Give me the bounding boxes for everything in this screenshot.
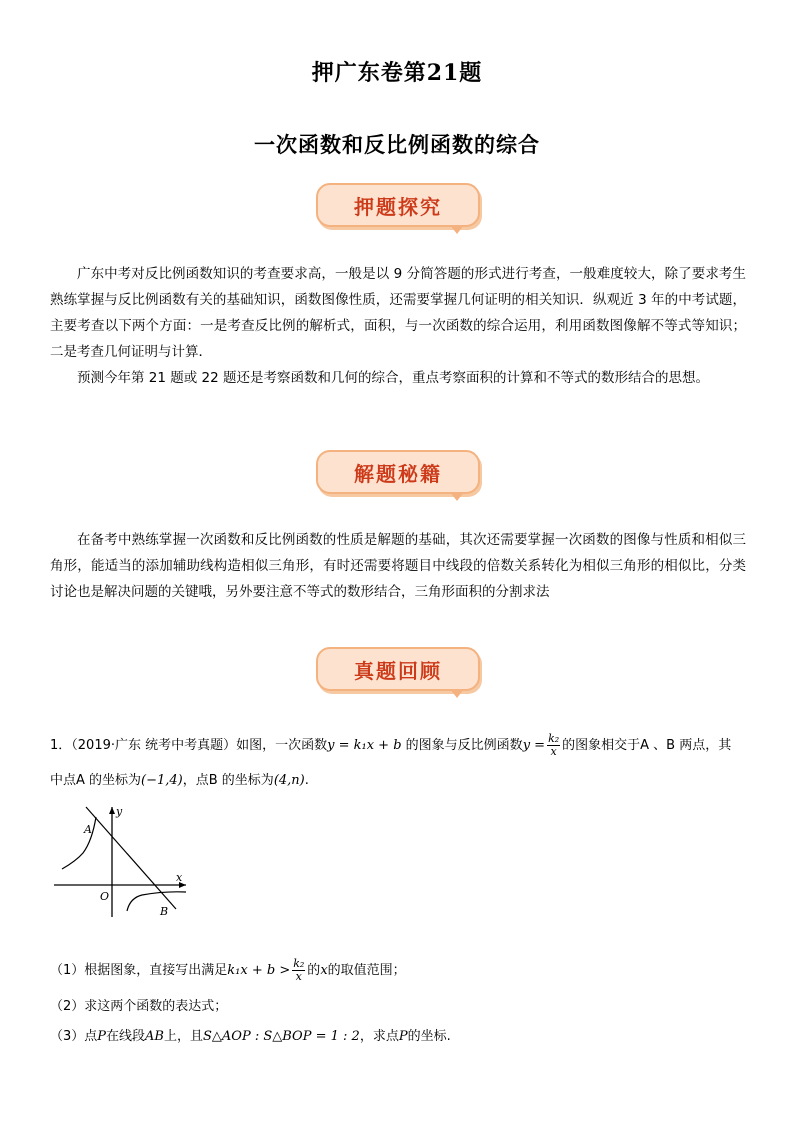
function-graph-figure (52, 803, 192, 919)
question-text: 的坐标. (407, 1029, 451, 1044)
question-text: 上，且 (164, 1029, 204, 1044)
paragraph: 在备考中熟练掌握一次函数和反比例函数的性质是解题的基础，其次还需要掌握一次函数的图像与性质和相似三角形，能适当的添加辅助线构造相似三角形，有时还需要将题目中线段的倍数关系转化为相似三角形的相似比，分类讨论也是解决问题的关键哦，另外要注意不等式的数形结合，三角形面积的分割求法 (50, 532, 746, 600)
question-text: 中点A 的坐标为 (50, 773, 142, 788)
page-subtitle: 一次函数和反比例函数的综合 (254, 132, 540, 157)
point-p: P (97, 1029, 107, 1044)
badge-tail (450, 492, 464, 501)
question-text: 的取值范围； (327, 963, 406, 978)
sub-question-2: （2）求这两个函数的表达式； (50, 999, 228, 1014)
label-origin: O (100, 890, 110, 903)
question-text: （3）点 (50, 1029, 98, 1044)
label-y: y (116, 805, 123, 818)
coordinate-b: (4,n) (273, 773, 305, 788)
section-explore-text (50, 261, 746, 391)
label-point-b: B (160, 905, 169, 918)
section-secrets-text (50, 527, 746, 605)
badge-tail (450, 225, 464, 234)
inequality: k₁x + b > (227, 963, 291, 978)
question-text: （1）根据图象，直接写出满足 (50, 963, 228, 978)
question-text: ，求点 (359, 1029, 399, 1044)
question-text: 1．（2019·广东 统考中考真题）如图，一次函数 (50, 738, 328, 753)
point-p: P (398, 1029, 408, 1044)
y-axis-arrow (109, 807, 115, 814)
equation-lhs: y = (522, 738, 546, 753)
section-badge-review (316, 647, 480, 697)
section-badge-explore (316, 183, 480, 233)
fraction (547, 733, 560, 758)
question-text: 的图象相交于A 、B 两点，其 (562, 738, 732, 753)
question-text: 的图象与反比例函数 (405, 738, 523, 753)
label-point-a: A (84, 823, 92, 836)
question-text: ，点B 的坐标为 (182, 773, 274, 788)
fraction (292, 958, 305, 983)
question-text: 的 (307, 963, 321, 978)
paragraph: 广东中考对反比例函数知识的考查要求高，一般是以 9 分简答题的形式进行考查，一般难度较大，除了要求考生熟练掌握与反比例函数有关的基础知识，函数图像性质，还需要掌握几何证明的相关知识．纵观近 3 年的中考试题，主要考查以下两个方面：一是考查反比例的解析式，面积，与一次函数的综合运用，利用函数图像解不等式等知识；二是考查几何证明与计算． (50, 266, 746, 360)
equation-linear: y = k₁x + b (327, 738, 402, 753)
badge-label: 解题秘籍 (354, 461, 442, 486)
question-line-2 (50, 770, 760, 792)
hyperbola-branch-right (127, 892, 186, 911)
section-badge-secrets (316, 450, 480, 500)
fraction-denominator: x (295, 970, 302, 983)
badge-label: 押题探究 (354, 194, 442, 219)
question-text: 在线段 (106, 1029, 146, 1044)
paragraph: 预测今年第 21 题或 22 题还是考察函数和几何的综合，重点考察面积的计算和不等式的数形结合的思想。 (77, 370, 710, 386)
question-text: . (304, 773, 309, 788)
segment-ab: AB (145, 1029, 164, 1044)
coordinate-a: (−1,4) (141, 773, 183, 788)
variable-x: x (320, 963, 328, 978)
badge-tail (450, 689, 464, 698)
fraction-numerator: k₂ (293, 957, 305, 970)
badge-label: 真题回顾 (354, 658, 442, 683)
sub-question-1 (50, 958, 760, 983)
label-x: x (176, 871, 183, 884)
question-line-1 (50, 733, 760, 758)
area-ratio: S△AOP : S△BOP = 1 : 2 (203, 1029, 360, 1044)
fraction-numerator: k₂ (548, 732, 560, 745)
sub-question-3 (50, 1026, 760, 1048)
page-title: 押广东卷第21题 (311, 60, 483, 86)
fraction-denominator: x (550, 745, 557, 758)
